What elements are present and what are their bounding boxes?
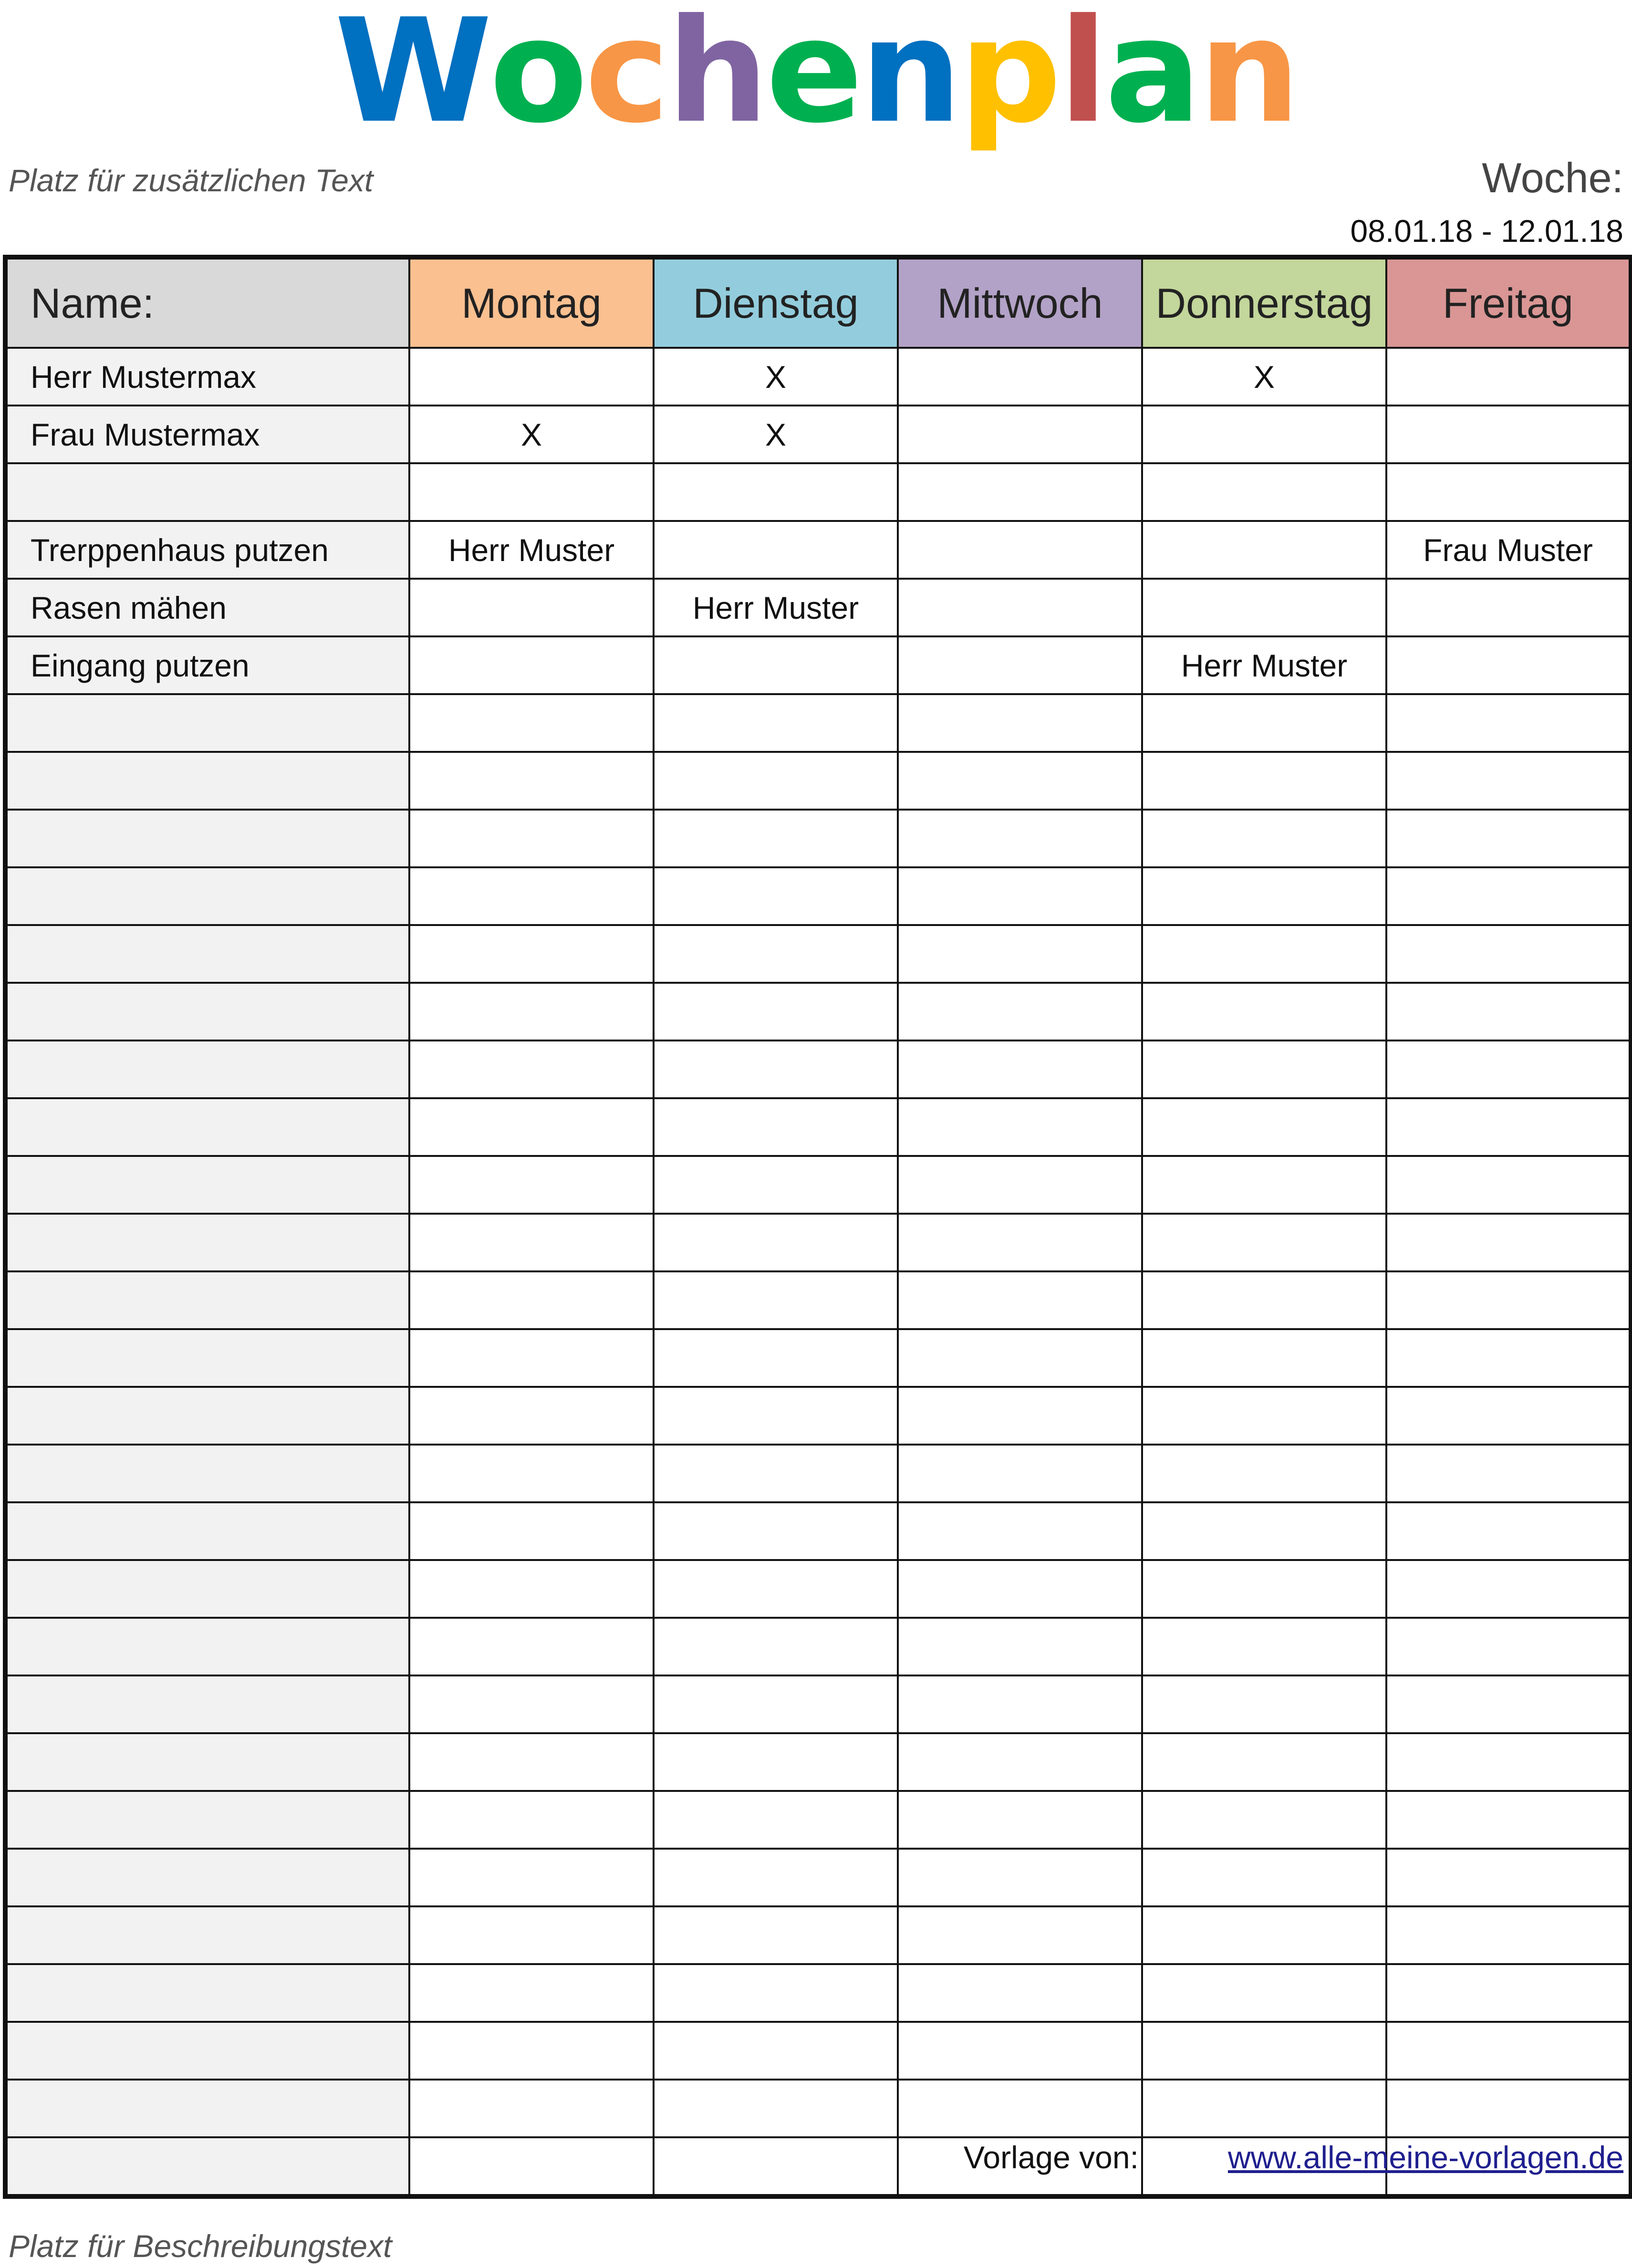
table-cell[interactable] bbox=[409, 1156, 654, 1214]
table-cell[interactable] bbox=[654, 1964, 898, 2022]
table-cell[interactable] bbox=[654, 463, 898, 521]
table-row bbox=[5, 867, 1631, 925]
table-cell[interactable] bbox=[654, 521, 898, 579]
table-cell[interactable] bbox=[1386, 1849, 1631, 1906]
table-cell[interactable] bbox=[1386, 1560, 1631, 1618]
table-row bbox=[5, 579, 1631, 636]
table-cell[interactable] bbox=[1386, 694, 1631, 752]
row-label[interactable] bbox=[5, 1502, 409, 1560]
row-label[interactable] bbox=[5, 752, 409, 810]
table-cell[interactable] bbox=[898, 1560, 1142, 1618]
table-cell[interactable] bbox=[409, 694, 654, 752]
weekly-plan-table bbox=[3, 255, 1632, 2199]
table-header-row bbox=[5, 257, 1631, 348]
table-cell[interactable] bbox=[654, 983, 898, 1040]
table-cell[interactable] bbox=[898, 348, 1142, 406]
title-letter: c bbox=[584, 0, 667, 155]
additional-text: Platz für zusätzlichen Text bbox=[9, 163, 374, 198]
day-header-freitag: Freitag bbox=[1386, 257, 1631, 348]
table-cell[interactable] bbox=[1386, 636, 1631, 694]
table-cell[interactable]: Frau Muster bbox=[1386, 521, 1631, 579]
table-row bbox=[5, 1040, 1631, 1098]
table-cell[interactable] bbox=[1142, 867, 1386, 925]
table-row bbox=[5, 2022, 1631, 2080]
table-row bbox=[5, 1675, 1631, 1733]
table-cell[interactable] bbox=[1386, 1733, 1631, 1791]
row-label[interactable] bbox=[5, 867, 409, 925]
title-letter: n bbox=[1198, 0, 1298, 155]
row-label[interactable] bbox=[5, 1040, 409, 1098]
row-label[interactable] bbox=[5, 1156, 409, 1214]
table-cell[interactable] bbox=[1142, 521, 1386, 579]
table-cell[interactable] bbox=[898, 1098, 1142, 1156]
row-label[interactable] bbox=[5, 1560, 409, 1618]
table-cell[interactable] bbox=[1142, 1791, 1386, 1849]
table-cell[interactable] bbox=[1386, 1502, 1631, 1560]
table-cell[interactable] bbox=[1386, 1098, 1631, 1156]
table-cell[interactable] bbox=[898, 1849, 1142, 1906]
table-cell[interactable] bbox=[654, 1502, 898, 1560]
row-label[interactable] bbox=[5, 1214, 409, 1271]
table-cell[interactable] bbox=[1142, 1964, 1386, 2022]
row-label[interactable]: Eingang putzen bbox=[5, 636, 409, 694]
table-cell[interactable] bbox=[409, 1387, 654, 1445]
table-cell[interactable] bbox=[1142, 2080, 1386, 2137]
page-title bbox=[0, 0, 1632, 155]
table-cell[interactable] bbox=[898, 925, 1142, 983]
table-row bbox=[5, 983, 1631, 1040]
row-label[interactable]: Rasen mähen bbox=[5, 579, 409, 636]
row-label[interactable] bbox=[5, 1733, 409, 1791]
table-cell[interactable] bbox=[1142, 1098, 1386, 1156]
table-row bbox=[5, 1098, 1631, 1156]
title-letter: p bbox=[959, 0, 1059, 155]
table-cell[interactable] bbox=[654, 752, 898, 810]
table-row bbox=[5, 1271, 1631, 1329]
table-row bbox=[5, 1618, 1631, 1675]
row-label[interactable]: Frau Mustermax bbox=[5, 406, 409, 463]
table-cell[interactable] bbox=[409, 1502, 654, 1560]
row-label[interactable] bbox=[5, 1329, 409, 1387]
table-cell[interactable] bbox=[409, 463, 654, 521]
table-cell[interactable] bbox=[1386, 1040, 1631, 1098]
table-cell[interactable] bbox=[1142, 1040, 1386, 1098]
table-cell[interactable]: X bbox=[654, 348, 898, 406]
table-cell[interactable] bbox=[898, 1618, 1142, 1675]
title-letter: h bbox=[666, 0, 766, 155]
row-label[interactable] bbox=[5, 810, 409, 867]
table-cell[interactable] bbox=[1386, 1618, 1631, 1675]
row-label[interactable] bbox=[5, 1675, 409, 1733]
table-cell[interactable] bbox=[654, 636, 898, 694]
table-cell[interactable] bbox=[898, 2022, 1142, 2080]
table-cell[interactable] bbox=[409, 2137, 654, 2196]
table-cell[interactable] bbox=[898, 636, 1142, 694]
row-label[interactable] bbox=[5, 463, 409, 521]
row-label[interactable] bbox=[5, 983, 409, 1040]
table-cell[interactable] bbox=[1386, 1156, 1631, 1214]
table-cell[interactable] bbox=[1386, 579, 1631, 636]
table-cell[interactable] bbox=[654, 1733, 898, 1791]
table-row bbox=[5, 636, 1631, 694]
table-cell[interactable] bbox=[898, 1040, 1142, 1098]
table-cell[interactable] bbox=[898, 579, 1142, 636]
title-letter: l bbox=[1059, 0, 1105, 155]
title-letter: W bbox=[334, 0, 489, 155]
table-row bbox=[5, 810, 1631, 867]
row-label[interactable] bbox=[5, 694, 409, 752]
table-cell[interactable] bbox=[1386, 1445, 1631, 1502]
day-header-donnerstag: Donnerstag bbox=[1142, 257, 1386, 348]
table-cell[interactable] bbox=[1142, 694, 1386, 752]
table-cell[interactable] bbox=[898, 1156, 1142, 1214]
table-cell[interactable] bbox=[1142, 1387, 1386, 1445]
table-cell[interactable] bbox=[898, 1271, 1142, 1329]
row-label[interactable] bbox=[5, 1791, 409, 1849]
table-cell[interactable] bbox=[409, 1445, 654, 1502]
table-cell[interactable] bbox=[1386, 1906, 1631, 1964]
table-cell[interactable] bbox=[1386, 348, 1631, 406]
row-label[interactable] bbox=[5, 1445, 409, 1502]
table-row bbox=[5, 1791, 1631, 1849]
table-cell[interactable] bbox=[654, 1445, 898, 1502]
table-cell[interactable] bbox=[654, 1791, 898, 1849]
table-cell[interactable] bbox=[1386, 1214, 1631, 1271]
table-cell[interactable] bbox=[898, 1791, 1142, 1849]
table-cell[interactable] bbox=[654, 925, 898, 983]
table-cell[interactable] bbox=[409, 1849, 654, 1906]
table-cell[interactable] bbox=[898, 1502, 1142, 1560]
table-row bbox=[5, 1387, 1631, 1445]
table-cell[interactable] bbox=[1386, 1329, 1631, 1387]
table-cell[interactable] bbox=[1142, 1618, 1386, 1675]
table-cell[interactable] bbox=[898, 406, 1142, 463]
day-header-mittwoch: Mittwoch bbox=[898, 257, 1142, 348]
row-label[interactable] bbox=[5, 925, 409, 983]
title-letter: o bbox=[489, 0, 585, 155]
table-cell[interactable] bbox=[1386, 867, 1631, 925]
table-cell[interactable] bbox=[898, 1964, 1142, 2022]
row-label[interactable] bbox=[5, 2080, 409, 2137]
table-row bbox=[5, 1849, 1631, 1906]
title-letter: e bbox=[766, 0, 860, 155]
table-cell[interactable] bbox=[409, 867, 654, 925]
table-cell[interactable] bbox=[898, 1906, 1142, 1964]
table-row bbox=[5, 1156, 1631, 1214]
table-cell[interactable] bbox=[898, 463, 1142, 521]
table-cell[interactable] bbox=[1142, 406, 1386, 463]
table-cell[interactable] bbox=[654, 1675, 898, 1733]
table-cell[interactable] bbox=[1142, 1156, 1386, 1214]
day-header-dienstag: Dienstag bbox=[654, 257, 898, 348]
table-cell[interactable] bbox=[409, 752, 654, 810]
table-cell[interactable] bbox=[409, 1964, 654, 2022]
table-cell[interactable] bbox=[1386, 1675, 1631, 1733]
table-cell[interactable] bbox=[1386, 1791, 1631, 1849]
template-source-label: Vorlage von: bbox=[964, 2140, 1139, 2175]
table-cell[interactable] bbox=[654, 867, 898, 925]
week-range: 08.01.18 - 12.01.18 bbox=[1350, 213, 1623, 249]
table-cell[interactable] bbox=[654, 1906, 898, 1964]
table-cell[interactable] bbox=[654, 1156, 898, 1214]
table-cell[interactable] bbox=[409, 1271, 654, 1329]
table-cell[interactable] bbox=[409, 636, 654, 694]
row-label[interactable] bbox=[5, 1964, 409, 2022]
table-cell[interactable] bbox=[898, 694, 1142, 752]
table-cell[interactable] bbox=[654, 1040, 898, 1098]
table-row bbox=[5, 1964, 1631, 2022]
table-cell[interactable] bbox=[898, 810, 1142, 867]
table-cell[interactable] bbox=[1142, 1329, 1386, 1387]
table-cell[interactable] bbox=[654, 1214, 898, 1271]
row-label[interactable]: Trerppenhaus putzen bbox=[5, 521, 409, 579]
table-cell[interactable] bbox=[898, 1387, 1142, 1445]
table-cell[interactable] bbox=[1142, 1906, 1386, 1964]
row-label[interactable] bbox=[5, 1098, 409, 1156]
row-label[interactable] bbox=[5, 1618, 409, 1675]
table-row bbox=[5, 2080, 1631, 2137]
table-cell[interactable] bbox=[1142, 1445, 1386, 1502]
table-cell[interactable] bbox=[409, 1040, 654, 1098]
table-cell[interactable] bbox=[1386, 983, 1631, 1040]
table-cell[interactable] bbox=[654, 1271, 898, 1329]
table-cell[interactable] bbox=[1142, 810, 1386, 867]
table-row bbox=[5, 1560, 1631, 1618]
table-cell[interactable] bbox=[409, 810, 654, 867]
table-cell[interactable] bbox=[409, 1618, 654, 1675]
table-cell[interactable] bbox=[1142, 2022, 1386, 2080]
table-cell[interactable] bbox=[1142, 1560, 1386, 1618]
table-cell[interactable] bbox=[1386, 925, 1631, 983]
table-cell[interactable] bbox=[1386, 1271, 1631, 1329]
table-cell[interactable] bbox=[1386, 752, 1631, 810]
table-cell[interactable] bbox=[654, 1387, 898, 1445]
table-cell[interactable] bbox=[1386, 1387, 1631, 1445]
table-cell[interactable] bbox=[654, 810, 898, 867]
table-cell[interactable] bbox=[898, 1675, 1142, 1733]
table-cell[interactable] bbox=[654, 1560, 898, 1618]
table-cell[interactable] bbox=[409, 1791, 654, 1849]
table-cell[interactable] bbox=[1142, 463, 1386, 521]
table-cell[interactable] bbox=[1386, 406, 1631, 463]
table-cell[interactable] bbox=[1142, 1733, 1386, 1791]
table-cell[interactable] bbox=[898, 521, 1142, 579]
table-cell[interactable] bbox=[409, 2080, 654, 2137]
table-cell[interactable] bbox=[654, 694, 898, 752]
table-row bbox=[5, 521, 1631, 579]
table-cell[interactable] bbox=[654, 2080, 898, 2137]
table-cell[interactable]: Herr Muster bbox=[654, 579, 898, 636]
table-cell[interactable] bbox=[409, 2022, 654, 2080]
table-cell[interactable] bbox=[654, 2137, 898, 2196]
table-row bbox=[5, 1445, 1631, 1502]
table-cell[interactable] bbox=[1142, 1271, 1386, 1329]
row-label[interactable]: Herr Mustermax bbox=[5, 348, 409, 406]
table-row bbox=[5, 1502, 1631, 1560]
row-label[interactable] bbox=[5, 2137, 409, 2196]
table-row bbox=[5, 694, 1631, 752]
table-cell[interactable] bbox=[1142, 925, 1386, 983]
table-cell[interactable]: Herr Muster bbox=[1142, 636, 1386, 694]
name-header: Name: bbox=[5, 257, 409, 348]
table-cell[interactable]: X bbox=[409, 406, 654, 463]
table-cell[interactable] bbox=[654, 1849, 898, 1906]
table-cell[interactable] bbox=[409, 1906, 654, 1964]
table-cell[interactable] bbox=[1386, 2080, 1631, 2137]
table-cell[interactable]: Herr Muster bbox=[409, 521, 654, 579]
table-row bbox=[5, 1733, 1631, 1791]
table-cell[interactable] bbox=[409, 348, 654, 406]
day-header-montag: Montag bbox=[409, 257, 654, 348]
table-cell[interactable] bbox=[654, 2022, 898, 2080]
table-cell[interactable] bbox=[1142, 579, 1386, 636]
table-row bbox=[5, 406, 1631, 463]
row-label[interactable] bbox=[5, 1271, 409, 1329]
table-row bbox=[5, 752, 1631, 810]
row-label[interactable] bbox=[5, 1387, 409, 1445]
table-cell[interactable] bbox=[409, 925, 654, 983]
table-cell[interactable] bbox=[409, 1214, 654, 1271]
table-cell[interactable] bbox=[654, 1618, 898, 1675]
table-cell[interactable] bbox=[409, 579, 654, 636]
table-cell[interactable] bbox=[898, 1329, 1142, 1387]
table-cell[interactable] bbox=[409, 1098, 654, 1156]
table-cell[interactable] bbox=[409, 1329, 654, 1387]
table-cell[interactable] bbox=[1386, 1964, 1631, 2022]
table-cell[interactable] bbox=[1142, 1849, 1386, 1906]
table-row bbox=[5, 1329, 1631, 1387]
title-letter: n bbox=[860, 0, 959, 155]
table-row bbox=[5, 1214, 1631, 1271]
table-cell[interactable] bbox=[409, 983, 654, 1040]
table-cell[interactable] bbox=[898, 1733, 1142, 1791]
table-cell[interactable] bbox=[654, 1329, 898, 1387]
table-body bbox=[5, 348, 1631, 2196]
table-cell[interactable] bbox=[1142, 752, 1386, 810]
table-cell[interactable] bbox=[409, 1675, 654, 1733]
table-row bbox=[5, 348, 1631, 406]
table-cell[interactable] bbox=[1386, 2022, 1631, 2080]
table-cell[interactable] bbox=[1142, 983, 1386, 1040]
template-source-link[interactable]: www.alle-meine-vorlagen.de bbox=[1227, 2140, 1623, 2175]
table-cell[interactable] bbox=[1142, 1675, 1386, 1733]
table-cell[interactable] bbox=[898, 867, 1142, 925]
table-cell[interactable] bbox=[409, 1560, 654, 1618]
table-cell[interactable] bbox=[898, 983, 1142, 1040]
week-label: Woche: bbox=[1482, 154, 1623, 201]
row-label[interactable] bbox=[5, 1849, 409, 1906]
title-letter: a bbox=[1105, 0, 1199, 155]
description-text: Platz für Beschreibungstext bbox=[9, 2228, 392, 2264]
table-cell[interactable] bbox=[1142, 1502, 1386, 1560]
table-row bbox=[5, 925, 1631, 983]
table-row bbox=[5, 463, 1631, 521]
table-row bbox=[5, 1906, 1631, 1964]
table-cell[interactable] bbox=[898, 1445, 1142, 1502]
table-cell[interactable] bbox=[654, 1098, 898, 1156]
table-cell[interactable] bbox=[1142, 1214, 1386, 1271]
table-cell[interactable] bbox=[898, 1214, 1142, 1271]
row-label[interactable] bbox=[5, 1906, 409, 1964]
row-label[interactable] bbox=[5, 2022, 409, 2080]
table-cell[interactable] bbox=[1386, 463, 1631, 521]
table-cell[interactable] bbox=[1386, 810, 1631, 867]
table-cell[interactable]: X bbox=[1142, 348, 1386, 406]
table-cell[interactable]: X bbox=[654, 406, 898, 463]
table-cell[interactable] bbox=[898, 752, 1142, 810]
table-cell[interactable] bbox=[409, 1733, 654, 1791]
table-cell[interactable] bbox=[898, 2080, 1142, 2137]
